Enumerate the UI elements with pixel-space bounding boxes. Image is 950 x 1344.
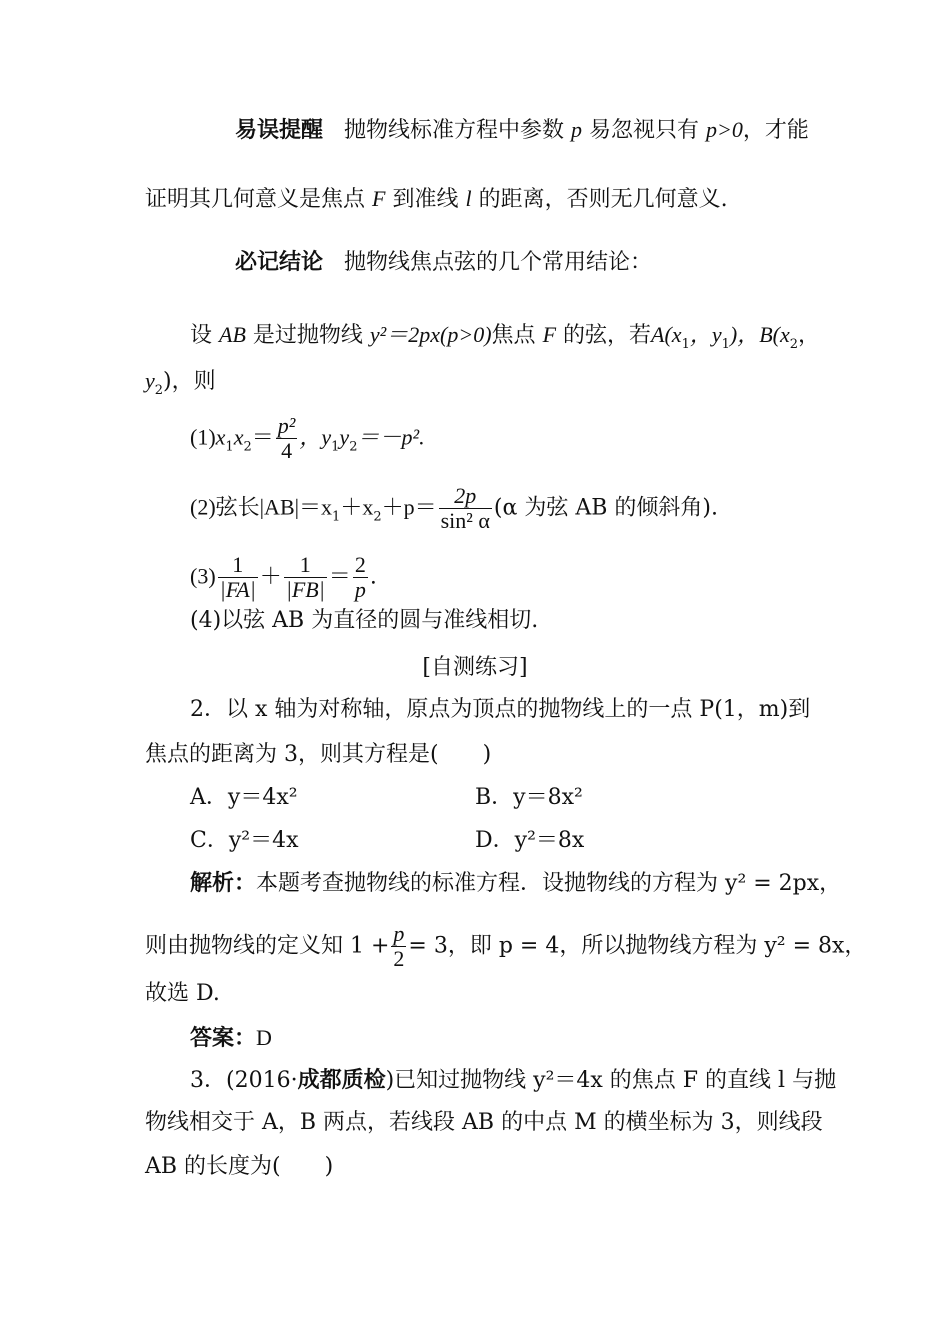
warning-text-f: 的距离，否则无几何意义. [478, 187, 728, 212]
item3-frac-3 [353, 553, 368, 602]
item3-d2: |FB| [285, 577, 325, 602]
warning-line-1 [235, 115, 809, 146]
item1-den: 4 [281, 438, 293, 463]
q2-option-b: B．y＝8x² [475, 785, 583, 810]
answer-line [190, 1023, 272, 1054]
item3-tail: . [369, 564, 377, 590]
item3-prefix: (3) [190, 563, 216, 589]
item1-x1: x [215, 424, 226, 450]
q3-line-1 [190, 1066, 836, 1096]
setup-c: 焦点 [491, 323, 536, 348]
setup-e: ， [798, 323, 821, 348]
q3-line-2: 物线相交于 A，B 两点，若线段 AB 的中点 M 的横坐标为 3，则线段 [145, 1110, 823, 1135]
q2-line-1: 2．以 x 轴为对称轴，原点为顶点的抛物线上的一点 P(1，m)到 [190, 697, 811, 722]
item-2: (2)弦长$|AB|=x_1+x_2+p=$ $\frac{2p}{\text{sin² α}}$ (α 为弦 AB 的倾斜角). [190, 483, 718, 533]
solution-text-1: 本题考查抛物线的标准方程．设抛物线的方程为 y² = 2px， [256, 871, 842, 896]
item2-num: 2p [439, 484, 492, 509]
solution-text-2b: = 3，即 p = 4，所以抛物线方程为 y² = 8x， [408, 933, 867, 959]
item-3 [190, 553, 377, 602]
item1-num: p² [277, 413, 296, 438]
answer-value: D [256, 1025, 272, 1050]
item2-den: sin² α [440, 508, 490, 533]
warning-text-d: 证明其几何意义是焦点 [145, 187, 366, 212]
conclusion-label: 必记结论 [235, 250, 324, 275]
item3-eq: ＝ [328, 564, 351, 590]
q3-line-3: AB 的长度为( ) [145, 1154, 334, 1179]
setup-F: F [542, 322, 557, 347]
item3-n1: 1 [218, 553, 258, 578]
q3-text-1: )已知过抛物线 y²＝4x 的焦点 F 的直线 l 与抛 [385, 1068, 837, 1093]
setup-close: )，B(x [729, 322, 790, 347]
setup-AB: AB [219, 322, 246, 347]
warning-label: 易误提醒 [235, 118, 324, 143]
solution-line-1 [190, 869, 841, 899]
solution-line-3: 故选 D. [145, 981, 220, 1006]
q2-option-d: D．y²＝8x [475, 828, 585, 853]
setup-A: A(x [651, 322, 682, 347]
item3-frac-2 [284, 553, 327, 602]
item3-n3: 2 [354, 552, 366, 577]
item2-mid2: ＋p＝ [381, 494, 437, 520]
solution-num: p [393, 921, 405, 946]
item3-d3: p [354, 577, 366, 602]
item3-d1: |FA| [219, 577, 256, 602]
warning-F: F [372, 186, 386, 211]
conclusion-text: 抛物线焦点弦的几个常用结论： [344, 250, 653, 275]
item-1: $(1)x_1x_2=$ $\frac{\text{p²}}{4}$ ，$y_1y_2=-p^2$. [190, 413, 425, 463]
setup-b: 是过抛物线 [252, 323, 363, 348]
conclusion-line [235, 248, 652, 278]
warning-line-2 [145, 184, 728, 215]
q2-option-a: A．y＝4x² [190, 785, 298, 810]
solution-label: 解析： [190, 871, 257, 896]
q3-source: 成都质检 [297, 1068, 386, 1093]
warning-text-c: ，才能 [742, 118, 809, 143]
setup-f: )，则 [163, 369, 216, 394]
setup-line-2: $y_2$)，则 [145, 368, 216, 398]
warning-text-e: 到准线 [392, 187, 459, 212]
section-title: [自测练习] [422, 655, 528, 680]
setup-eq: y²＝2px(p>0) [369, 322, 492, 347]
item2-fraction [439, 484, 492, 533]
warning-p: p [571, 117, 583, 142]
item3-plus: ＋ [259, 564, 282, 590]
warning-l: l [465, 186, 472, 211]
item1-rest: ，y [299, 424, 332, 450]
item2-prefix: (2)弦长|AB|＝x [190, 494, 333, 520]
item3-n2: 1 [284, 553, 327, 578]
item2-mid: ＋x [340, 494, 374, 520]
item1-tail: ＝－p². [357, 424, 425, 450]
warning-text-a: 抛物线标准方程中参数 [344, 118, 565, 143]
warning-text-b: 易忽视只有 [589, 118, 700, 143]
solution-den: 2 [393, 946, 405, 971]
solution-line-2 [145, 922, 866, 971]
setup-y2: y [145, 368, 155, 393]
warning-cond: p>0 [706, 117, 743, 142]
solution-fraction [391, 922, 406, 971]
setup-sep: ，y [689, 322, 722, 347]
item1-prefix: (1) [190, 424, 216, 450]
item2-tail: (α 为弦 AB 的倾斜角). [493, 495, 718, 521]
setup-line-1: 设 AB 是过抛物线 y²＝2px(p>0)焦点 F 的弦，若$A(x_1$，$y_1$)，$B(x_2$， [190, 322, 821, 352]
item-4: (4)以弦 AB 为直径的圆与准线相切. [190, 608, 539, 633]
item1-fraction [276, 414, 298, 463]
q3-prefix: 3．(2016· [190, 1068, 298, 1093]
answer-label: 答案： [190, 1026, 257, 1051]
solution-text-2a: 则由抛物线的定义知 1 + [145, 933, 390, 959]
setup-a: 设 [190, 323, 213, 348]
q2-line-2: 焦点的距离为 3，则其方程是( ) [145, 742, 492, 767]
setup-d: 的弦，若 [563, 323, 652, 348]
item3-frac-1 [218, 553, 258, 602]
q2-option-c: C．y²＝4x [190, 828, 299, 853]
